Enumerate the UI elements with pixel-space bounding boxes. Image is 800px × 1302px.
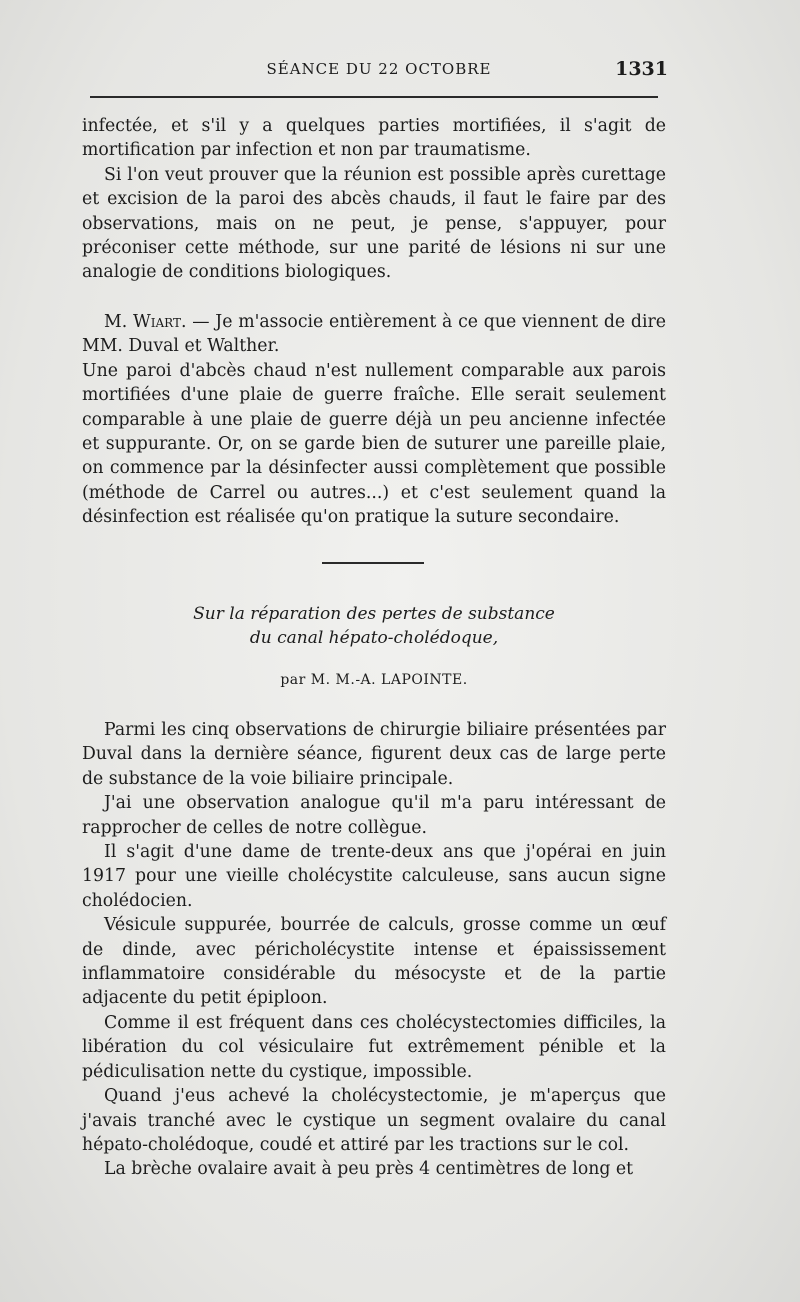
paragraph: Si l'on veut prouver que la réunion est possible après curettage et excision de la paroi des abcès chauds, il faut le faire par des observations, mais on ne peut, je pense, s'appuyer, pour préconiser cette méthode, sur une parité de lésions ni sur une analogie de conditions biologiques.	[82, 164, 666, 283]
paragraph: Quand j'eus achevé la cholécystectomie, je m'aperçus que j'avais tranché avec le cystique un segment ovalaire du canal hépato-cholédoque, coudé et attiré par les tractions sur le col.	[82, 1086, 666, 1155]
paragraph: Il s'agit d'une dame de trente-deux ans que j'opérai en juin 1917 pour une vieille cholécystite calculeuse, sans aucun signe cholédocien.	[82, 842, 666, 911]
running-title: SÉANCE DU 22 OCTOBRE	[266, 60, 492, 78]
speaker-name: M. Wiart.	[104, 312, 187, 332]
article-byline: par M. M.-A. LAPOINTE.	[280, 672, 468, 688]
article-title	[82, 602, 666, 650]
wiart-remarks	[82, 310, 666, 530]
article-title-line-1: Sur la réparation des pertes de substance	[193, 604, 555, 624]
paragraph: Vésicule suppurée, bourrée de calculs, grosse comme un œuf de dinde, avec péricholécystite intense et épaississement inflammatoire considérable du mésocyste et de la partie adjacente du petit épiploon.	[82, 915, 666, 1009]
speaker-paragraph	[82, 310, 666, 359]
header-rule	[90, 96, 658, 98]
page-number: 1331	[615, 58, 668, 80]
page-header	[90, 58, 668, 86]
paragraph: Parmi les cinq observations de chirurgie biliaire présentées par Duval dans la dernière séance, figurent deux cas de large perte de substance de la voie biliaire principale.	[82, 720, 666, 789]
article-title-line-2: du canal hépato-cholédoque,	[249, 628, 499, 648]
paragraph: J'ai une observation analogue qu'il m'a paru intéressant de rapprocher de celles de notre collègue.	[82, 793, 666, 838]
paragraph: infectée, et s'il y a quelques parties mortifiées, il s'agit de mortification par infection et non par traumatisme.	[82, 116, 666, 161]
paragraph: Une paroi d'abcès chaud n'est nullement comparable aux parois mortifiées d'une plaie de guerre fraîche. Elle serait seulement comparable à une plaie de guerre déjà un peu ancienne infectée et suppurante. Or, on se garde bien de suturer une pareille plaie, on commence par la désinfecter aussi complètement que possible (méthode de Carrel ou autres...) et c'est seulement quand la désinfection est réalisée qu'on pratique la suture secondaire.	[82, 360, 666, 528]
section-divider	[322, 562, 424, 564]
article-body	[82, 718, 666, 1182]
paragraph: Comme il est fréquent dans ces cholécystectomies difficiles, la libération du col vésiculaire fut extrêmement pénible et la pédiculisation nette du cystique, impossible.	[82, 1012, 666, 1082]
speaker-statement: — Je m'associe entièrement à ce que viennent de dire MM. Duval et Walther.	[82, 312, 667, 357]
paragraph: La brèche ovalaire avait à peu près 4 centimètres de long et	[104, 1159, 634, 1180]
discussion-block	[82, 114, 666, 285]
